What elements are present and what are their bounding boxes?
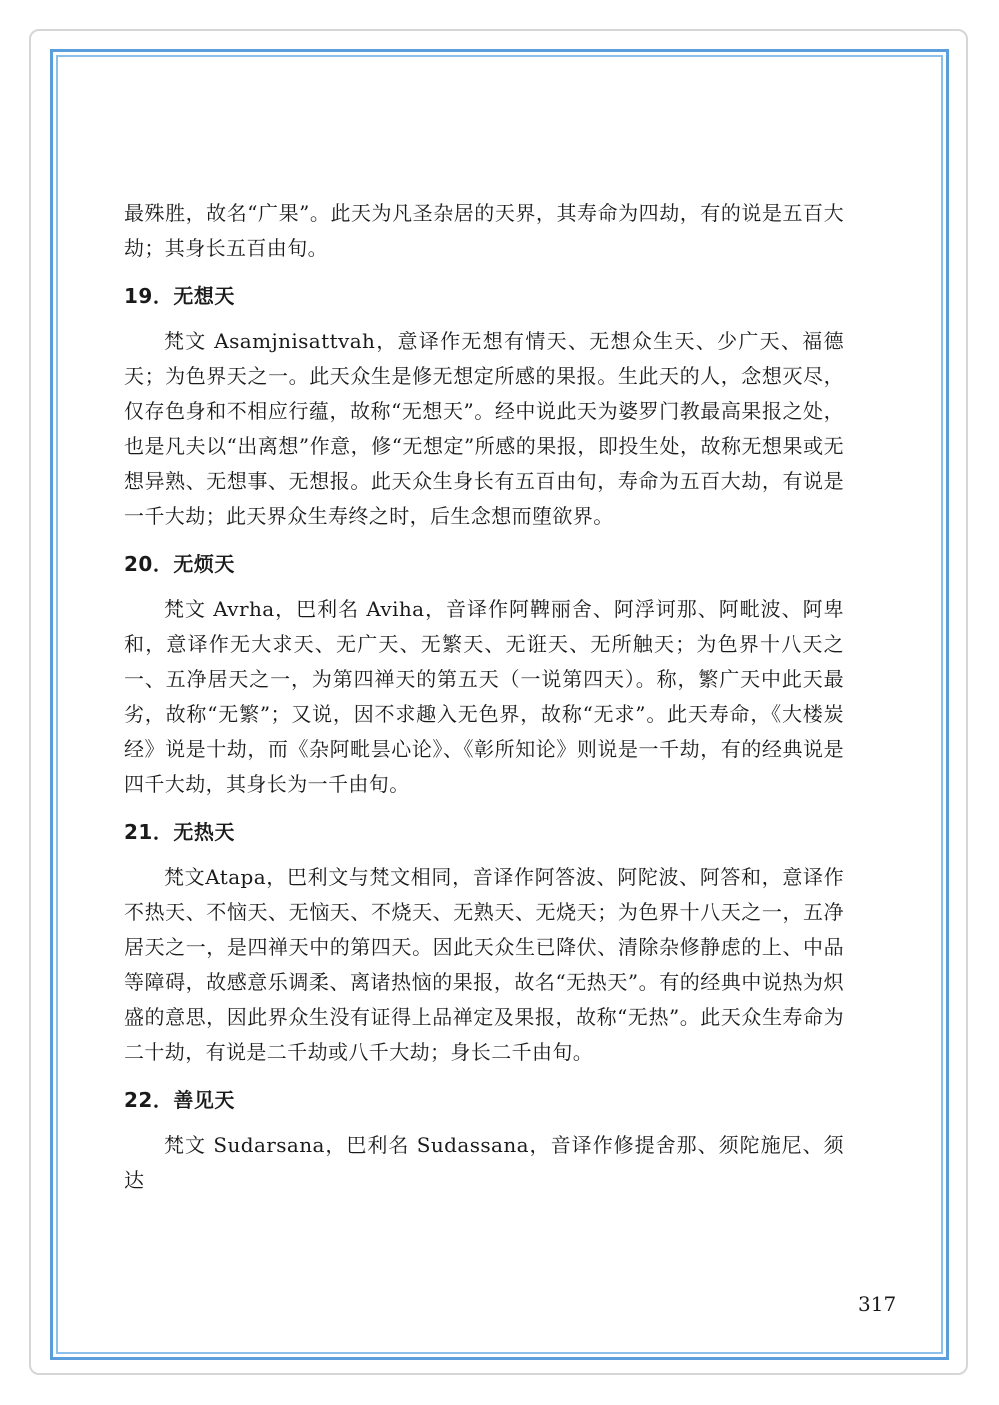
section-body-19: 梵文 Asamjnisattvah，意译作无想有情天、无想众生天、少广天、福德天；为色界天之一。此天众生是修无想定所感的果报。生此天的人，念想灭尽，仅存色身和不相应行蕴，故称“无想天”。经中说此天为婆罗门教最高果报之处，也是凡夫以“出离想”作意，修“无想定”所感的果报，即投生处，故称无想果或无想异熟、无想事、无想报。此天众生身长有五百由旬，寿命为五百大劫，有说是一千大劫；此天界众生寿终之时，后生念想而堕欲界。 (124, 329, 844, 528)
section-body-22: 梵文 Sudarsana，巴利名 Sudassana，音译作修提舍那、须陀施尼、须达 (124, 1133, 844, 1192)
section-body-21: 梵文Atapa，巴利文与梵文相同，音译作阿答波、阿陀波、阿答和，意译作不热天、不恼天、无恼天、不烧天、无熟天、无烧天；为色界十八天之一，五净居天之一，是四禅天中的第四天。因此天众生已降伏、清除杂修静虑的上、中品等障碍，故感意乐调柔、离诸热恼的果报，故名“无热天”。有的经典中说热为炽盛的意思，因此界众生没有证得上品禅定及果报，故称“无热”。此天众生寿命为二十劫，有说是二千劫或八千大劫；身长二千由旬。 (124, 865, 844, 1064)
section-heading-19: 19．无想天 (124, 284, 235, 308)
page-number: 317 (858, 1292, 897, 1316)
section-heading-22: 22．善见天 (124, 1088, 235, 1112)
intro-paragraph: 最殊胜，故名“广果”。此天为凡圣杂居的天界，其寿命为四劫，有的说是五百大劫；其身长五百由旬。 (124, 201, 844, 260)
section-heading-20: 20．无烦天 (124, 552, 235, 576)
section-heading-21: 21．无热天 (124, 820, 235, 844)
section-body-20: 梵文 Avrha，巴利名 Aviha，音译作阿鞞丽舍、阿浮诃那、阿毗波、阿卑和，意译作无大求天、无广天、无繁天、无诳天、无所触天；为色界十八天之一、五净居天之一，为第四禅天的第五天（一说第四天）。称，繁广天中此天最劣，故称“无繁”；又说，因不求趣入无色界，故称“无求”。此天寿命，《大楼炭经》说是十劫，而《杂阿毗昙心论》、《彰所知论》则说是一千劫，有的经典说是四千大劫，其身长为一千由旬。 (124, 597, 844, 796)
page-content (124, 196, 844, 1198)
